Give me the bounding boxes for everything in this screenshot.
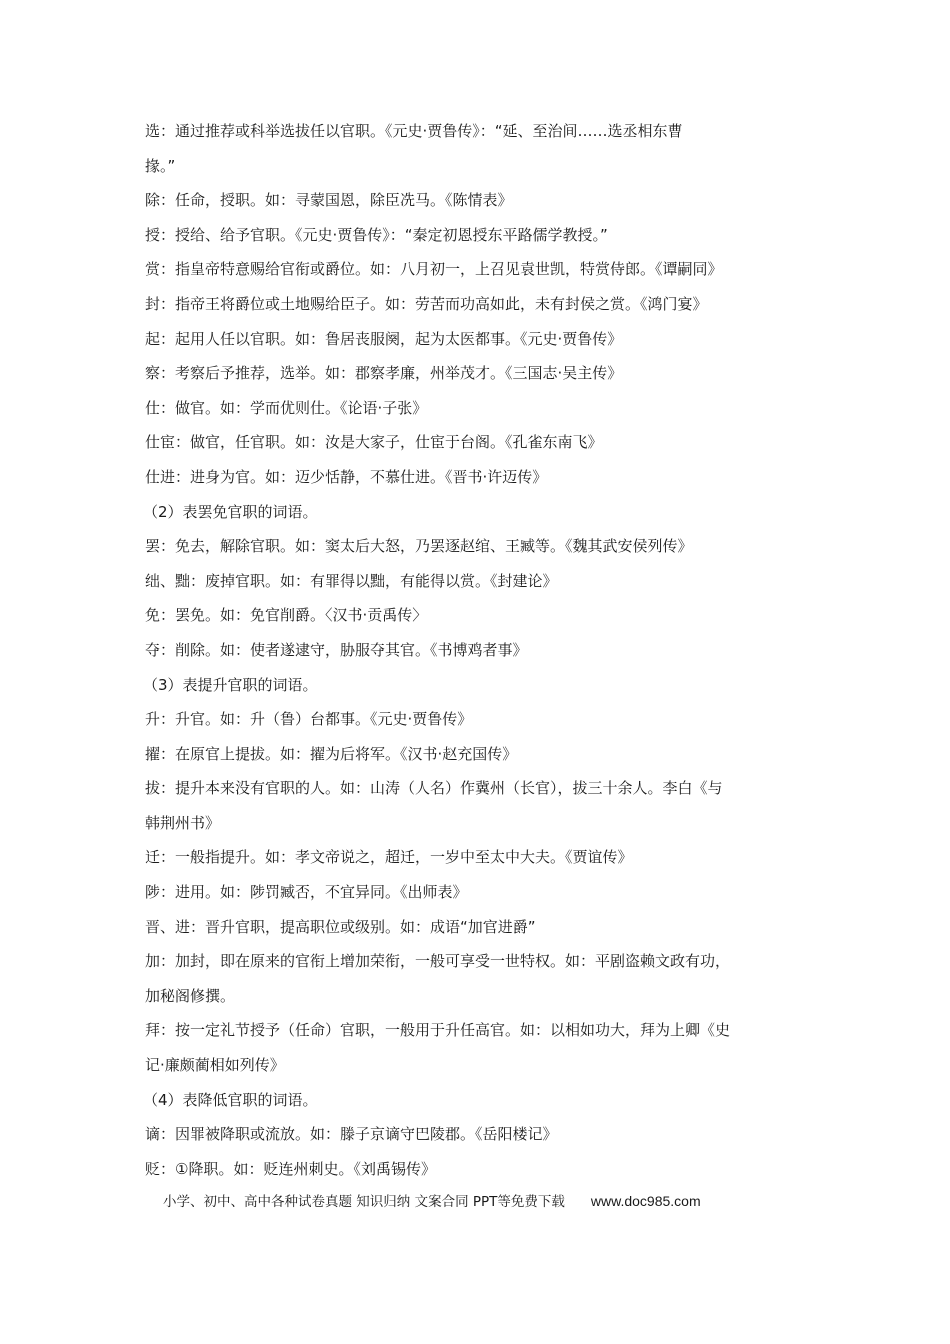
text-line: 仕宦：做官，任官职。如：汝是大家子，仕宦于台阁。《孔雀东南飞》 [145,433,603,452]
text-line: 绌、黜：废掉官职。如：有罪得以黜，有能得以赏。《封建论》 [145,571,558,590]
text-line: 拜：按一定礼节授予（任命）官职，一般用于升任高官。如：以相如功大，拜为上卿《史 [145,1021,731,1040]
text-line: 晋、进：晋升官职，提高职位或级别。如：成语“加官进爵” [145,917,536,936]
text-line: 除：任命，授职。如：寻蒙国恩，除臣冼马。《陈情表》 [145,191,513,210]
text-line: 授：授给、给予官职。《元史·贾鲁传》：“秦定初恩授东平路儒学教授。” [145,225,608,244]
text-line: （4）表降低官职的词语。 [143,1090,318,1109]
text-line: 谪：因罪被降职或流放。如：滕子京谪守巴陵郡。《岳阳楼记》 [145,1125,558,1144]
text-line: 罢：免去，解除官职。如：窦太后大怒，乃罢逐赵绾、王臧等。《魏其武安侯列传》 [145,537,693,556]
text-line: 陟：进用。如：陟罚臧否，不宜异同。《出师表》 [145,883,468,902]
text-line: 掾。” [145,156,176,175]
text-line: 夺：削除。如：使者遂逮守，胁服夺其官。《书博鸡者事》 [145,640,528,659]
text-line: 迁：一般指提升。如：孝文帝说之，超迁，一岁中至太中大夫。《贾谊传》 [145,848,633,867]
text-line: 擢：在原官上提拔。如：擢为后将军。《汉书·赵充国传》 [145,744,518,763]
text-line: 仕进：进身为官。如：迈少恬静，不慕仕进。《晋书·许迈传》 [145,467,548,486]
page-footer [163,1190,701,1213]
text-line: （3）表提升官职的词语。 [143,675,318,694]
text-line: 记·廉颇蔺相如列传》 [145,1056,285,1075]
text-line: 选：通过推荐或科举选拔任以官职。《元史·贾鲁传》：“延、至治间……选丞相东曹 [145,122,683,140]
text-line: 韩荆州书》 [145,813,221,832]
text-line: 仕：做官。如：学而优则仕。《论语·子张》 [145,398,428,417]
text-line: 贬：①降职。如：贬连州刺史。《刘禹锡传》 [145,1159,436,1178]
text-line: 升：升官。如：升（鲁）台都事。《元史·贾鲁传》 [145,710,473,729]
text-line: 加：加封，即在原来的官衔上增加荣衔，一般可享受一世特权。如：平剧盗赖文政有功， [145,952,731,971]
text-line: 封：指帝王将爵位或土地赐给臣子。如：劳苦而功高如此，未有封侯之赏。《鸿门宴》 [145,294,708,313]
text-line: 免：罢免。如：免官削爵。〈汉书·贡禹传〉 [145,606,428,625]
footer-text: 小学、初中、高中各种试卷真题 知识归纳 文案合同 PPT等免费下载 [163,1194,565,1210]
text-line: 赏：指皇帝特意赐给官衔或爵位。如：八月初一，上召见袁世凯，特赏侍郎。《谭嗣同》 [145,260,723,279]
text-line: 拔：提升本来没有官职的人。如：山涛（人名）作冀州（长官），拔三十余人。李白《与 [145,779,723,798]
text-line: 起：起用人任以官职。如：鲁居丧服阕，起为太医都事。《元史·贾鲁传》 [145,329,623,348]
footer-url[interactable]: www.doc985.com [590,1193,701,1209]
text-line: （2）表罢免官职的词语。 [143,502,318,521]
text-line: 加秘阁修撰。 [145,986,236,1005]
text-line: 察：考察后予推荐，选举。如：郡察孝廉，州举茂才。《三国志·吴主传》 [145,364,623,383]
document-body [145,114,815,1186]
